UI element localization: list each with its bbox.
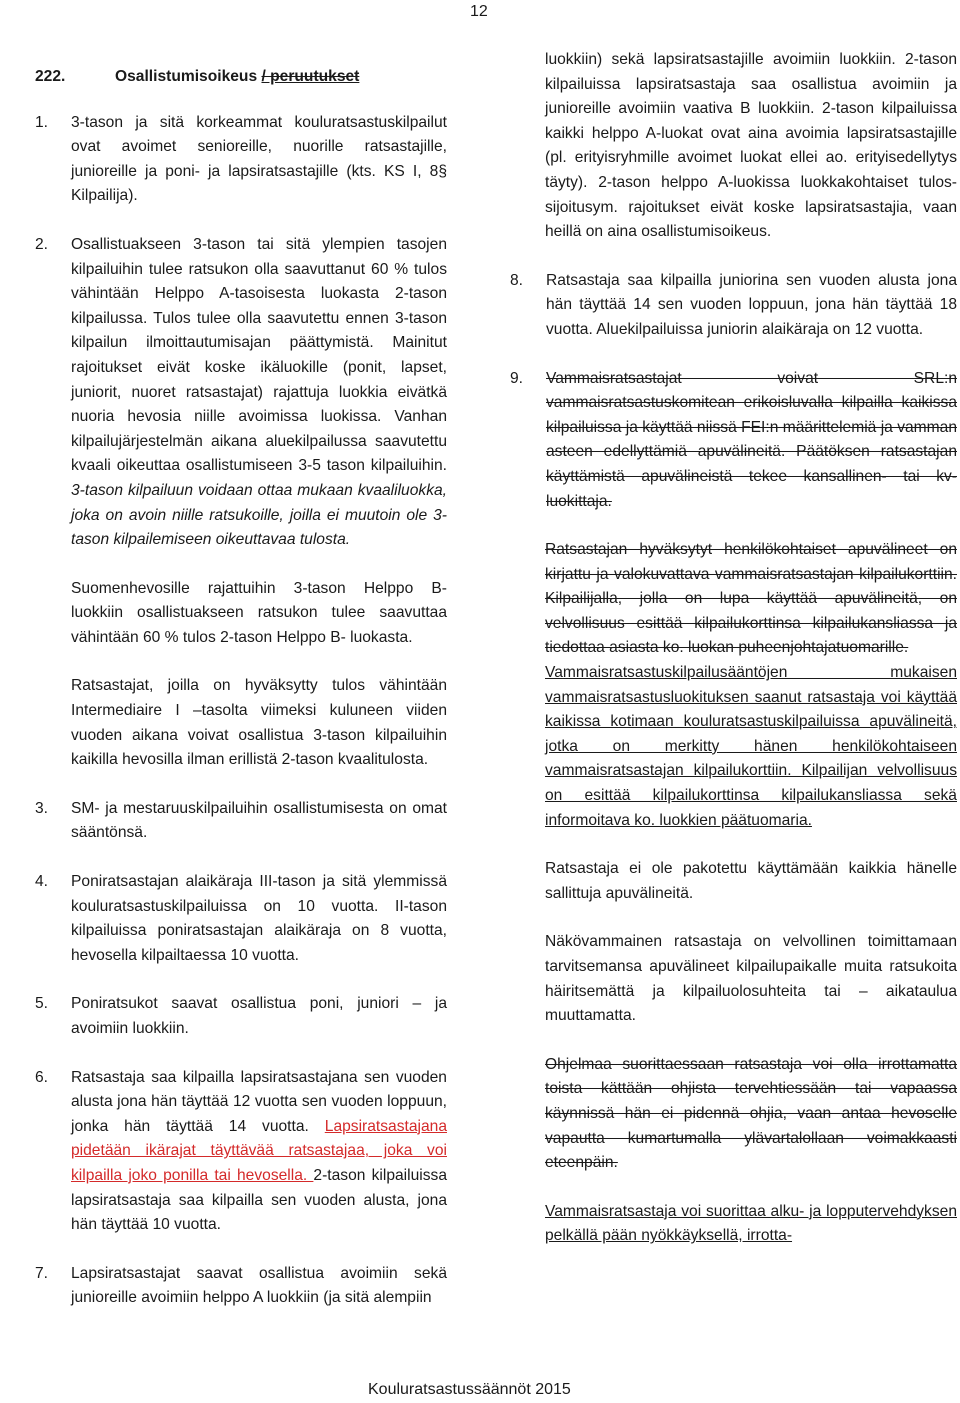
item-text-italic: 3-tason kilpailuun voidaan ottaa mukaan kvaaliluokka, joka on avoin niille ratsukoille, joilla ei muutoin ole 3-tason kilpailemiseen oikeuttavaa tulosta.	[71, 481, 447, 549]
rule-item-1	[35, 111, 447, 209]
item-text: Osallistuakseen 3-tason tai sitä ylempien tasojen kilpailuihin tulee ratsukon olla saavuttanut 60 % tulos vähintään Helppo A-tasoisesta luokasta 2-tason kilpailussa. Tulos tulee olla saavutettu ennen 3-tason kilpailun ilmoittautumisajan päättymistä. Mainitut rajoitukset eivät koske ikäluokille (ponit, lapset, juniorit, nuoret ratsastajat) rajattuja luokkia eivätkä nuoria hevosia niille avoimissa luokissa. Vanhan kilpailujärjestelmän aikana aluekilpailussa saavutettu kvaali oikeuttaa osallistumiseen 3-5 tason kilpailuihin. 3-tason kilpailuun voidaan ottaa mukaan kvaaliluokka, joka on avoin niille ratsukoille, joilla ei muutoin ole 3-tason kilpailemiseen oikeuttavaa tulosta.	[71, 235, 447, 549]
rule-item-3	[35, 797, 447, 846]
item-paragraph: Ratsastajat, joilla on hyväksytty tulos vähintään Intermediaire I –tasolta viimeksi kuluneen viiden vuoden aikana voivat osallistua 3-tason kilpailuihin kaikilla hevosilla ilman erillistä 2-tason kvaalitulosta.	[71, 677, 447, 769]
rule-item-4	[35, 870, 447, 968]
amendment-red-text: Lapsiratsastajana pidetään ikärajat täyttävää ratsastajaa, joka voi kilpailla joko ponilla tai hevosella.	[71, 1117, 447, 1184]
section-number: 222.	[35, 68, 66, 85]
rule-item-9	[510, 367, 957, 515]
item-text: Lapsiratsastajat saavat osallistua avoimiin sekä junioreille avoimiin helppo A luokkiin (ja sitä alempiin	[71, 1264, 447, 1307]
rule-item-5	[35, 992, 447, 1041]
item-number: 3.	[35, 799, 49, 817]
item-text: SM- ja mestaruuskilpailuihin osallistumisesta on omat sääntönsä.	[71, 799, 447, 842]
item-text: Ratsastaja saa kilpailla juniorina sen vuoden alusta jona hän täyttää 14 sen vuoden loppuun, jona hän täyttää 18 vuotta. Aluekilpailuissa juniorin alaikäraja on 12 vuotta.	[546, 271, 957, 338]
item-paragraph: Suomenhevosille rajattuihin 3-tason Helppo B- luokkiin osallistuakseen ratsukon tulee saavuttaa vähintään 60 % tulos 2-tason Helppo B- luokasta.	[71, 579, 447, 646]
item-number: 8.	[510, 271, 524, 289]
paragraph: Ratsastaja ei ole pakotettu käyttämään kaikkia hänelle sallittuja apuvälineitä.	[545, 860, 957, 902]
underlined-paragraph: Vammaisratsastuskilpailusääntöjen mukaisen vammaisratsastusluokituksen saanut ratsastaja voi käyttää kaikissa kotimaan kouluratsastuskilpailuissa apuvälineitä, jotka on merkitty hänen henkilökohtaiseen vammaisratsastajan kilpailukorttiin. Kilpailijan velvollisuus on esittää kilpailukorttinsa kilpailukansliassa sekä informoitava ko. luokkien päätuomaria.	[545, 664, 957, 829]
item-number: 2.	[35, 235, 49, 253]
rule-item-8	[510, 269, 957, 343]
paragraph: Näkövammainen ratsastaja on velvollinen toimittamaan tarvitsemansa apuvälineet kilpailupaikalle muita ratsukoita häiritsemättä ja kilpailuolosuhteita tai – aikataulua muuttamatta.	[545, 933, 957, 1025]
page-number: 12	[470, 3, 488, 20]
struck-paragraph: Ohjelmaa suorittaessaan ratsastaja voi olla irrottamatta toista kättään ohjista tervehtiessään tai vapaassa käynnissä hän ei pidennä ohjia, vaan antaa hevoselle vapautta kumartumalla ylävartalollaan voimakkaasti eteenpäin.	[545, 1055, 957, 1172]
item-number: 9.	[510, 369, 524, 387]
underlined-paragraph: Vammaisratsastaja voi suorittaa alku- ja lopputervehdyksen pelkällä pään nyökkäyksellä, irrotta-	[545, 1202, 957, 1245]
right-column	[510, 48, 957, 1249]
item-text: Poniratsukot saavat osallistua poni, juniori – ja avoimiin luokkiin.	[71, 995, 447, 1037]
left-column	[35, 48, 447, 1311]
item-number: 7.	[35, 1264, 49, 1282]
item-number: 4.	[35, 873, 49, 891]
item-text: 3-tason ja sitä korkeammat kouluratsastuskilpailut ovat avoimet senioreille, nuorille ratsastajille, junioreille ja poni- ja lapsiratsastajille (kts. KS I, 8§ Kilpailija).	[71, 113, 447, 205]
section-heading	[35, 65, 447, 90]
item-number: 1.	[35, 113, 49, 131]
rule-item-7	[35, 1262, 447, 1311]
struck-text: Vammaisratsastajat voivat SRL:n vammaisratsastuskomitean erikoisluvalla kilpailla kaikissa kilpailuissa ja käyttää niissä FEI:n määrittelemiä ja vamman asteen edellyttämiä apuvälineitä. Päätöksen ratsastajan käyttämistä apuvälineistä tekee kansallinen- tai kv-luokittaja.	[546, 369, 957, 510]
rule-item-6	[35, 1066, 447, 1238]
section-title-struck: / peruutukset	[261, 68, 360, 85]
item-text: Poniratsastajan alaikäraja III-tason ja sitä ylemmissä kouluratsastuskilpailuissa on 10 vuotta. II-tason kilpailuissa poniratsastajan alaikäraja on 8 vuotta, hevosella kilpailtaessa 10 vuotta.	[71, 873, 447, 964]
page-footer: Kouluratsastussäännöt 2015	[368, 1381, 571, 1398]
item-number: 6.	[35, 1068, 49, 1086]
item-number: 5.	[35, 995, 49, 1013]
struck-paragraph: Ratsastajan hyväksytyt henkilökohtaiset apuvälineet on kirjattu ja valokuvattava vammaisratsastajan kilpailukorttiin. Kilpailijalla, jolla on lupa käyttää apuvälineitä, on velvollisuus esittää kilpailukorttinsa kilpailukansliassa ja tiedottaa asiasta ko. luokan puheenjohtajatuomarille.	[545, 541, 957, 657]
section-title: Osallistumisoikeus	[115, 68, 262, 85]
item-text: Ratsastaja saa kilpailla lapsiratsastajana sen vuoden alusta jona hän täyttää 12 vuotta sen vuoden loppuun, jonka hän täyttää 14 vuotta. Lapsiratsastajana pidetään ikärajat täyttävää ratsastajaa, joka voi kilpailla joko ponilla tai hevosella. 2-tason kilpailuissa lapsiratsastaja saa kilpailla sen vuoden alusta, jona hän täyttää 10 vuotta.	[71, 1068, 447, 1234]
rule-item-2	[35, 233, 447, 773]
item-7-continuation: luokkiin) sekä lapsiratsastajille avoimiin luokkiin. 2-tason kilpailuissa lapsiratsastaja saa osallistua avoimiin ja junioreille avoimiin vaativa B luokkiin. 2-tason kilpailuissa kaikki helppo A-luokat ovat aina avoimia lapsiratsastajille (pl. erityisryhmille avoimet luokat ellei ao. erityisedellytys täyty). 2-tason helppo A-luokissa luokkakohtaiset tulos- sijoitusym. rajoitukset eivät koske lapsiratsastajia, vaan heillä on aina osallistumisoikeus.	[545, 51, 957, 241]
